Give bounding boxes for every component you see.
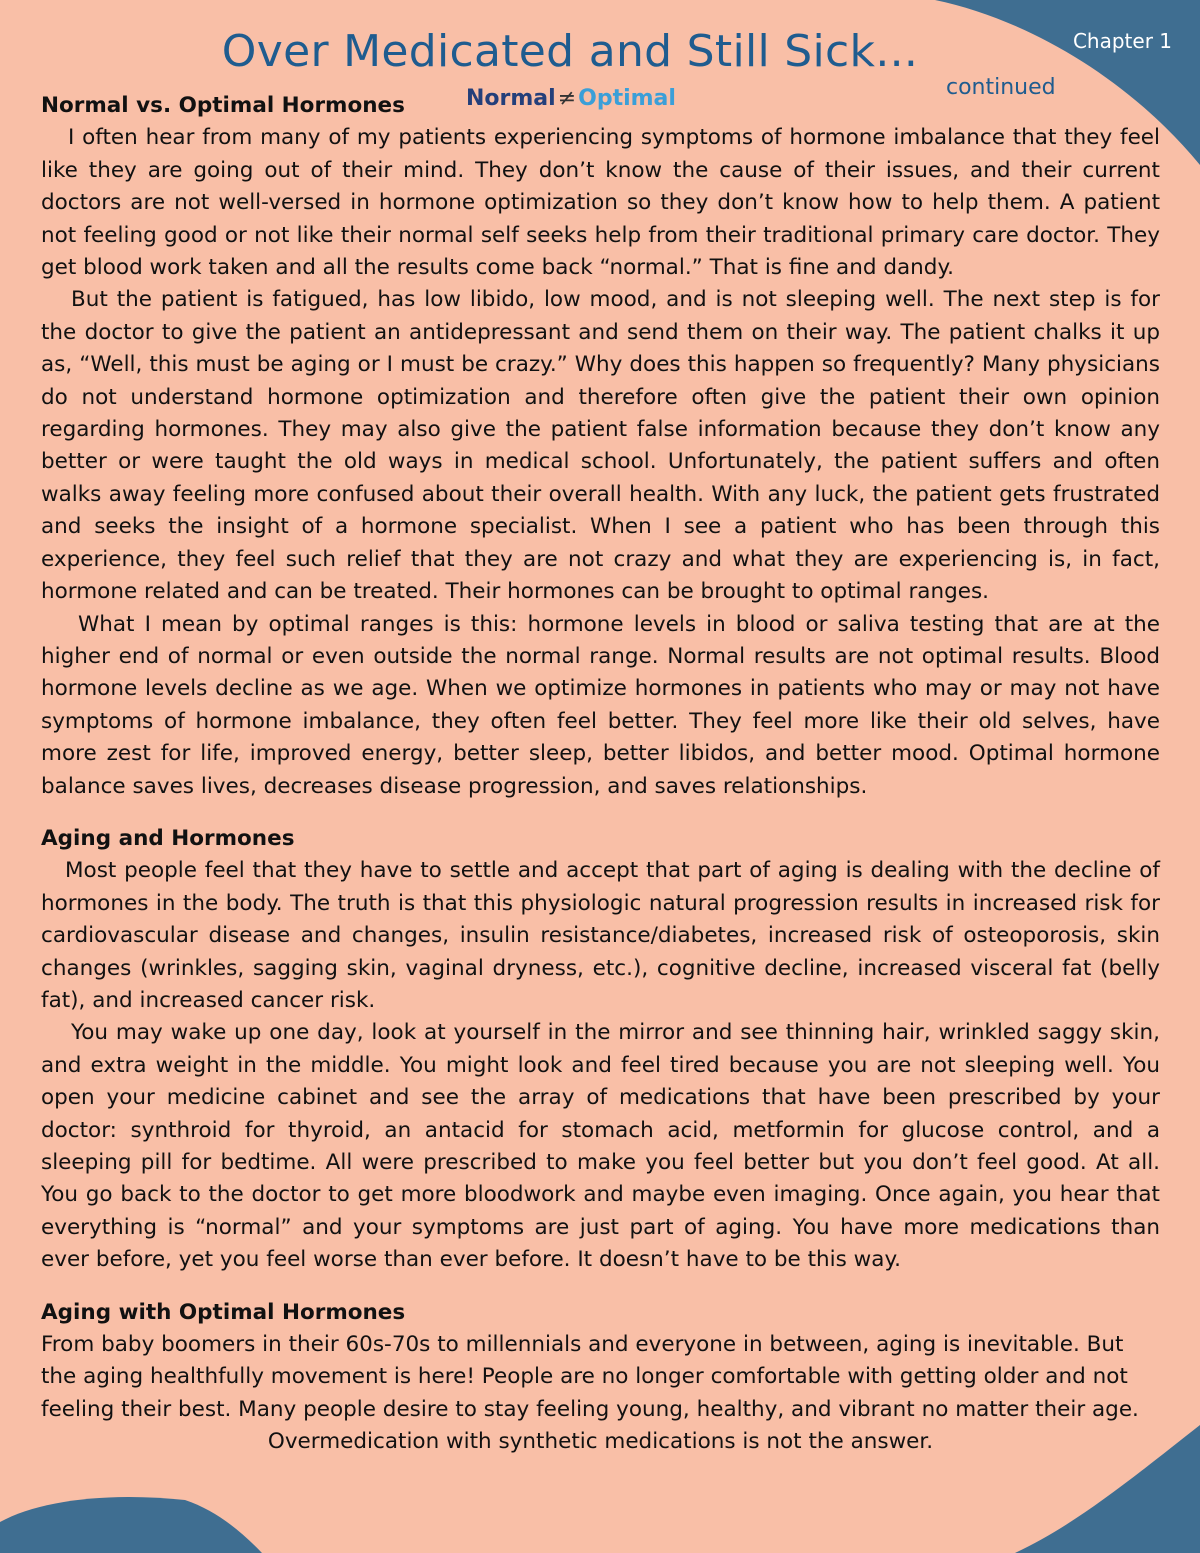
paragraph: What I mean by optimal ranges is this: hormone levels in blood or saliva testing that are at the higher end of normal or even outside the normal range. Normal results are not optimal results. Blood hormone levels decline as we age. When we optimize hormones in patients who may or may not have symptoms of hormone imbalance, they often feel better. They feel more like their old selves, have more zest for life, improved energy, better sleep, better libidos, and better mood. Optimal hormone balance saves lives, decreases disease progression, and saves relationships. [41,611,1160,799]
paragraph: From baby boomers in their 60s-70s to millennials and everyone in between, aging is inevitable. But the aging healthfully movement is here! People are no longer comfortable with getting older and not feeling their best. Many people desire to stay feeling young, healthy, and vibrant no matter their age. [41,1332,1139,1422]
paragraph: You may wake up one day, look at yourself in the mirror and see thinning hair, wrinkled saggy skin, and extra weight in the middle. You might look and feel tired because you are not sleeping well. You open your medicine cabinet and see the array of medications that have been prescribed by your doctor: synthroid for thyroid, an antacid for stomach acid, metformin for glucose control, and a sleeping pill for bedtime. All were prescribed to make you feel better but you don’t feel good. At all. You go back to the doctor to get more bloodwork and maybe even imaging. Once again, you hear that everything is “normal” and your symptoms are just part of aging. You have more medications than ever before, yet you feel worse than ever before. It doesn’t have to be this way. [41,1020,1160,1273]
paragraph: But the patient is fatigued, has low libido, low mood, and is not sleeping well. The next step is for the doctor to give the patient an antidepressant and send them on their way. The patient chalks it up as, “Well, this must be aging or I must be crazy.” Why does this happen so frequently? Many physicians do not understand hormone optimization and therefore often give the patient their own opinion regarding hormones. They may also give the patient false information because they don’t know any better or were taught the old ways in medical school. Unfortunately, the patient suffers and often walks away feeling more confused about their overall health. With any luck, the patient gets frustrated and seeks the insight of a hormone specialist. When I see a patient who has been through this experience, they feel such relief that they are not crazy and what they are experiencing is, in fact, hormone related and can be treated. Their hormones can be brought to optimal ranges. [41,287,1160,605]
continued-label: continued [946,75,1056,100]
section-heading-aging-with-optimal: Aging with Optimal Hormones [41,1299,406,1325]
page-title: Over Medicated and Still Sick... [221,26,919,77]
chapter-label: Chapter 1 [1072,29,1172,53]
paragraph: I often hear from many of my patients experiencing symptoms of hormone imbalance that they feel like they are going out of their mind. They don’t know the cause of their issues, and their current doctors are not well-versed in hormone optimization so they don’t know how to help them. A patient not feeling good or not like their normal self seeks help from their traditional primary care doctor. They get blood work taken and all the results come back “normal.” That is fine and dandy. [41,125,1160,281]
paragraph: Most people feel that they have to settle and accept that part of aging is dealing with the decline of hormones in the body. The truth is that this physiologic natural progression results in increased risk for cardiovascular disease and changes, insulin resistance/diabetes, increased risk of osteoporosis, skin changes (wrinkles, sagging skin, vaginal dryness, etc.), cognitive decline, increased visceral fat (belly fat), and increased cancer risk. [41,858,1160,1013]
bottom-left-wave [0,1497,262,1553]
tagline-normal: Normal [466,86,556,111]
not-equal-icon: ≠ [557,86,577,111]
closing-statement: Overmedication with synthetic medications is not the answer. [267,1429,934,1455]
section-heading-aging-and-hormones: Aging and Hormones [41,825,295,851]
tagline-optimal: Optimal [578,86,676,111]
article-body [41,90,1160,1459]
section-heading-normal-vs-optimal: Normal vs. Optimal Hormones [41,93,405,118]
